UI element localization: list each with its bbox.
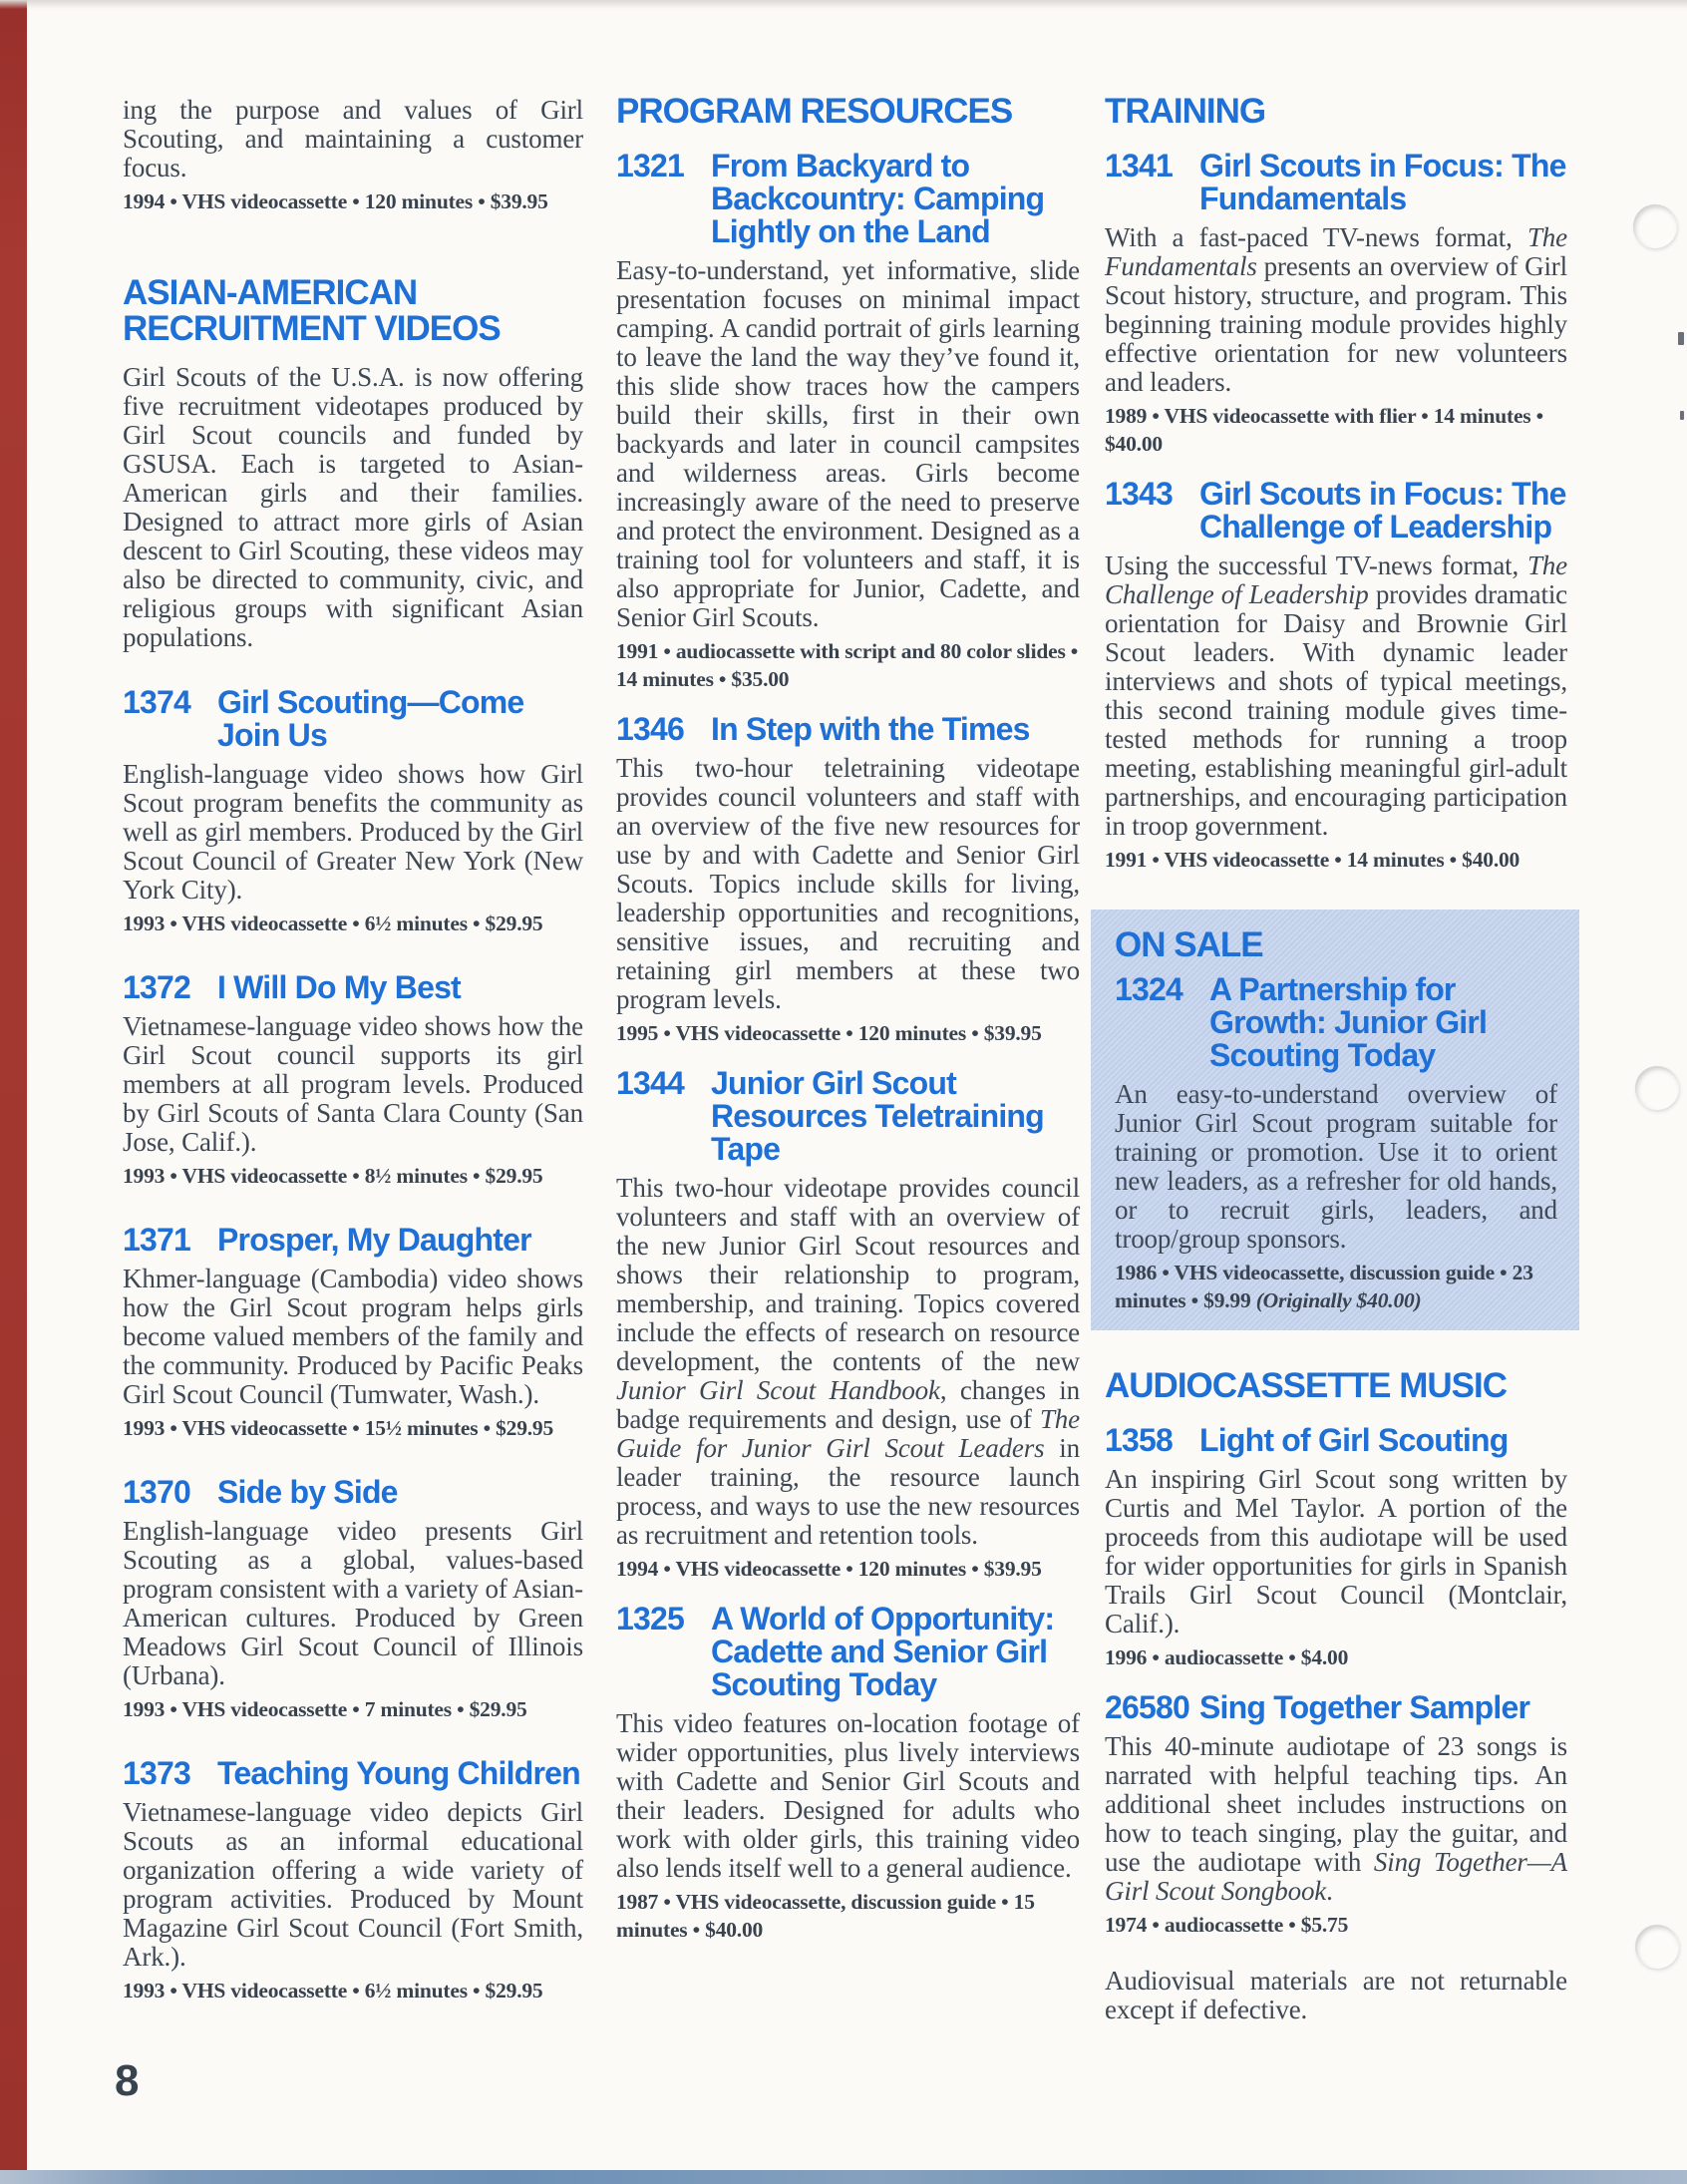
punch-hole	[1633, 204, 1677, 248]
item-heading	[123, 1757, 583, 1790]
item-number: 1343	[1105, 476, 1173, 512]
binding-edge-red-strip	[0, 0, 27, 2184]
item-description	[616, 1709, 1080, 1883]
item-info-text: 1993 • VHS videocassette • 6½ minutes • $29.95	[123, 911, 543, 935]
catalog-item-1343	[1105, 478, 1567, 874]
item-title: I Will Do My Best	[217, 969, 461, 1005]
item-description	[123, 760, 583, 905]
item-description	[616, 1174, 1080, 1550]
item-description	[1105, 1732, 1567, 1906]
item-heading	[616, 1603, 1080, 1701]
item-info	[123, 1162, 583, 1190]
item-heading	[1105, 1691, 1567, 1724]
item-info-text: 1993 • VHS videocassette • 8½ minutes • $29.95	[123, 1164, 543, 1188]
item-info-text: 1993 • VHS videocassette • 15½ minutes • $29.95	[123, 1416, 554, 1440]
item-title: A Partnership for Growth: Junior Girl Scouting Today	[1209, 971, 1488, 1073]
item-description	[1105, 223, 1567, 397]
item-description-text: This two-hour teletraining videotape provides council volunteers and staff with an overview of the five new resources for use by and with Cadette and Senior Girl Scouts. Topics include skills for living, leadership opportunities and recognitions, sensitive issues, and recruiting and retaining girl members at these two program levels.	[616, 753, 1080, 1014]
item-description-italic: The Fundamentals	[1105, 222, 1567, 281]
item-heading	[1105, 1424, 1567, 1457]
item-description-text: Easy-to-understand, yet informative, slide presentation focuses on minimal impact camping. A candid portrait of girls learning to leave the land the way they’ve found it, this slide show traces how the campers build their skills, first in their own backyards and later in council campsites and wilderness areas. Girls become increasingly aware of the need to preserve and protect the environment. Designed as a training tool for volunteers and staff, it is also appropriate for Junior, Cadette, and Senior Girl Scouts.	[616, 255, 1080, 632]
continued-paragraph-text: ing the purpose and values of Girl Scouting, and maintaining a customer focus.	[123, 95, 583, 182]
item-number: 1346	[616, 711, 684, 747]
item-number: 26580	[1105, 1689, 1189, 1725]
item-description-text: presents an overview of Girl Scout history, structure, and program. This beginning training module provides highly effective orientation for new volunteers and leaders.	[1105, 251, 1567, 397]
item-heading	[123, 971, 583, 1004]
item-info	[1105, 402, 1567, 458]
item-info-text: 1991 • VHS videocassette • 14 minutes • $40.00	[1105, 848, 1520, 872]
item-number: 1358	[1105, 1422, 1173, 1458]
item-description	[123, 1265, 583, 1409]
item-description-text: This two-hour videotape provides council volunteers and staff with an overview of the new Junior Girl Scout resources and shows their relationship to program, membership, and training. Topics covered include the effects of research on resource development, the contents of the new	[616, 1173, 1080, 1376]
item-title: Light of Girl Scouting	[1199, 1422, 1509, 1458]
item-heading	[123, 1476, 583, 1509]
item-heading	[616, 713, 1080, 746]
page-number: 8	[115, 2056, 140, 2105]
item-info-text: 1994 • VHS videocassette • 120 minutes • $39.95	[616, 1557, 1042, 1581]
item-description	[1105, 551, 1567, 841]
item-title: From Backyard to Backcountry: Camping Lightly on the Land	[711, 148, 1045, 249]
item-info	[1105, 1643, 1567, 1671]
item-title: Junior Girl Scout Resources Teletraining Tape	[711, 1065, 1044, 1167]
item-info	[123, 1695, 583, 1723]
item-number: 1374	[123, 684, 190, 720]
item-info	[616, 637, 1080, 693]
item-info	[123, 187, 583, 215]
item-info	[123, 1977, 583, 2004]
catalog-item-1324	[1115, 973, 1557, 1314]
catalog-item-1374	[123, 686, 583, 937]
item-heading	[1105, 150, 1567, 215]
item-description	[123, 1798, 583, 1972]
returns-note-text: Audiovisual materials are not returnable except if defective.	[1105, 1966, 1567, 2024]
item-info	[616, 1019, 1080, 1047]
item-description-text: provides dramatic orientation for Daisy and Brownie Girl Scout leaders. With dynamic leader interviews and shots of typical meetings, this second training module gives time-tested methods for running a troop meeting, establishing meaningful girl-adult partnerships, and encouraging participation in troop government.	[1105, 579, 1568, 841]
page-bottom-bar	[0, 2170, 1687, 2184]
item-description-text: Vietnamese-language video shows how the Girl Scout council supports its girl members at all program levels. Produced by Girl Scouts of Santa Clara County (San Jose, Calif.).	[123, 1011, 583, 1157]
item-info-text: 1995 • VHS videocassette • 120 minutes • $39.95	[616, 1021, 1042, 1045]
item-description-text: Using the successful TV-news format,	[1105, 550, 1527, 580]
item-description-text: .	[1326, 1876, 1333, 1906]
item-title: Side by Side	[217, 1474, 398, 1510]
item-info-text: 1996 • audiocassette • $4.00	[1105, 1645, 1349, 1669]
section-heading-asian-american-recruitment-videos: ASIAN-AMERICAN RECRUITMENT VIDEOS	[123, 273, 501, 348]
section-heading-program-resources: PROGRAM RESOURCES	[616, 92, 1013, 131]
item-info	[123, 910, 583, 937]
item-description	[123, 1517, 583, 1690]
item-title: Prosper, My Daughter	[217, 1222, 531, 1258]
item-description-text: Khmer-language (Cambodia) video shows how the Girl Scout program helps girls become valued members of the family and the community. Produced by Pacific Peaks Girl Scout Council (Tumwater, Wash.).	[123, 1264, 583, 1409]
on-sale-label: ON SALE	[1115, 925, 1263, 964]
item-number: 1324	[1115, 971, 1182, 1007]
item-description	[616, 754, 1080, 1014]
item-number: 1341	[1105, 148, 1173, 183]
catalog-item-1358	[1105, 1424, 1567, 1671]
item-title: Girl Scouts in Focus: The Challenge of Leadership	[1199, 476, 1566, 545]
item-description-text: English-language video shows how Girl Scout program benefits the community as well as girl members. Produced by the Girl Scout Council of Greater New York (New York City).	[123, 759, 583, 905]
item-title: Teaching Young Children	[217, 1755, 580, 1791]
item-number: 1372	[123, 969, 190, 1005]
item-description	[1115, 1080, 1557, 1254]
scan-speck	[1678, 332, 1684, 345]
item-number: 1325	[616, 1601, 684, 1637]
item-info	[1105, 846, 1567, 874]
column-3	[1105, 0, 1567, 2024]
catalog-item-1346	[616, 713, 1080, 1047]
item-number: 1371	[123, 1222, 190, 1258]
column-1	[123, 0, 583, 2004]
item-description-italic: Junior Girl Scout Handbook	[616, 1375, 940, 1405]
item-description-text: An inspiring Girl Scout song written by Curtis and Mel Taylor. A portion of the proceeds from this audiotape will be used for wider opportunities for girls in Spanish Trails Girl Scout Council (Montclair, Calif.).	[1105, 1464, 1567, 1638]
item-description-text: English-language video presents Girl Scouting as a global, values-based program consistent with a variety of Asian-American cultures. Produced by Green Meadows Girl Scout Council of Illinois (Urbana).	[123, 1516, 583, 1690]
item-info-text: 1994 • VHS videocassette • 120 minutes • $39.95	[123, 189, 548, 213]
item-number: 1370	[123, 1474, 190, 1510]
returns-note	[1105, 1967, 1567, 2024]
item-info-text: 1986 • VHS videocassette, discussion guide • 23 minutes • $9.99	[1115, 1261, 1533, 1312]
item-number: 1344	[616, 1065, 684, 1101]
item-description-text: An easy-to-understand overview of Junior Girl Scout program suitable for training or promotion. Use it to orient new leaders, as a refresher for old hands, or to recruit girls, leaders, and troop/group sponsors.	[1115, 1079, 1557, 1254]
catalog-item-1341	[1105, 150, 1567, 458]
item-info-text: 1974 • audiocassette • $5.75	[1105, 1913, 1349, 1937]
item-heading	[123, 686, 583, 752]
catalog-item-1321	[616, 150, 1080, 693]
item-description	[1105, 1465, 1567, 1638]
continued-paragraph	[123, 96, 583, 182]
catalog-item-1344	[616, 1067, 1080, 1583]
item-heading	[123, 1224, 583, 1257]
item-info-original-price: (Originally $40.00)	[1255, 1288, 1422, 1312]
item-title: Sing Together Sampler	[1199, 1689, 1530, 1725]
catalog-item-1370	[123, 1476, 583, 1723]
item-info	[616, 1555, 1080, 1583]
column-2	[616, 0, 1080, 1944]
punch-hole	[1635, 1925, 1679, 1969]
item-title: Girl Scouting—Come Join Us	[217, 684, 524, 753]
item-info-text: 1993 • VHS videocassette • 7 minutes • $29.95	[123, 1697, 527, 1721]
item-description-italic: The Challenge of Leadership	[1105, 550, 1567, 609]
catalog-item-1372	[123, 971, 583, 1190]
item-info-text: 1993 • VHS videocassette • 6½ minutes • $29.95	[123, 1979, 543, 2002]
item-description-text: This video features on-location footage of wider opportunities, plus lively interviews with Cadette and Senior Girl Scouts and their leaders. Designed for adults who work with older girls, this training video also lends itself well to a general audience.	[616, 1708, 1080, 1883]
item-title: A World of Opportunity: Cadette and Senior Girl Scouting Today	[711, 1601, 1055, 1702]
catalog-item-1373	[123, 1757, 583, 2004]
item-description-text: Vietnamese-language video depicts Girl Scouts as an informal educational organization offering a wide variety of program activities. Produced by Mount Magazine Girl Scout Council (Fort Smith, Ark.).	[123, 1797, 583, 1972]
punch-hole	[1635, 1066, 1679, 1110]
catalog-item-1325	[616, 1603, 1080, 1944]
item-info	[1105, 1911, 1567, 1939]
item-description	[123, 1012, 583, 1157]
item-info	[123, 1414, 583, 1442]
item-title: Girl Scouts in Focus: The Fundamentals	[1199, 148, 1566, 216]
item-info	[1115, 1259, 1557, 1314]
section-heading-training: TRAINING	[1105, 92, 1266, 131]
item-heading	[1115, 973, 1557, 1072]
item-info-text: 1987 • VHS videocassette, discussion guide • 15 minutes • $40.00	[616, 1890, 1035, 1942]
item-info	[616, 1888, 1080, 1944]
item-description-text: in leader training, the resource launch process, and ways to use the new resources as recruitment and retention tools.	[616, 1433, 1080, 1550]
item-number: 1321	[616, 148, 684, 183]
item-info-text: 1991 • audiocassette with script and 80 color slides • 14 minutes • $35.00	[616, 639, 1079, 691]
item-heading	[616, 150, 1080, 248]
section-heading-audiocassette-music: AUDIOCASSETTE MUSIC	[1105, 1366, 1507, 1405]
item-description-text: This 40-minute audiotape of 23 songs is narrated with helpful teaching tips. An additional sheet includes instructions on how to teach singing, play the guitar, and use the audiotape with	[1105, 1731, 1567, 1877]
item-heading	[616, 1067, 1080, 1166]
item-heading	[1105, 478, 1567, 544]
item-number: 1373	[123, 1755, 190, 1791]
section-intro-paragraph	[123, 363, 583, 652]
catalog-item-1371	[123, 1224, 583, 1442]
item-info-text: 1989 • VHS videocassette with flier • 14 minutes • $40.00	[1105, 404, 1543, 456]
item-description-italic: The Guide for Junior Girl Scout Leaders	[616, 1404, 1080, 1463]
item-description-italic: Sing Together—A Girl Scout Songbook	[1105, 1847, 1567, 1906]
item-description-text: With a fast-paced TV-news format,	[1105, 222, 1527, 252]
on-sale-box	[1091, 910, 1579, 1330]
item-description	[616, 256, 1080, 632]
item-description-text: , changes in badge requirements and design, use of	[616, 1375, 1080, 1434]
scan-speck	[1680, 411, 1684, 420]
section-intro-text: Girl Scouts of the U.S.A. is now offering five recruitment videotapes produced by Girl Scout councils and funded by GSUSA. Each is targeted to Asian-American girls and their families. Designed to attract more girls of Asian descent to Girl Scouting, these videos may also be directed to community, civic, and religious groups with significant Asian populations.	[123, 362, 583, 652]
item-title: In Step with the Times	[711, 711, 1030, 747]
catalog-item-26580	[1105, 1691, 1567, 1939]
